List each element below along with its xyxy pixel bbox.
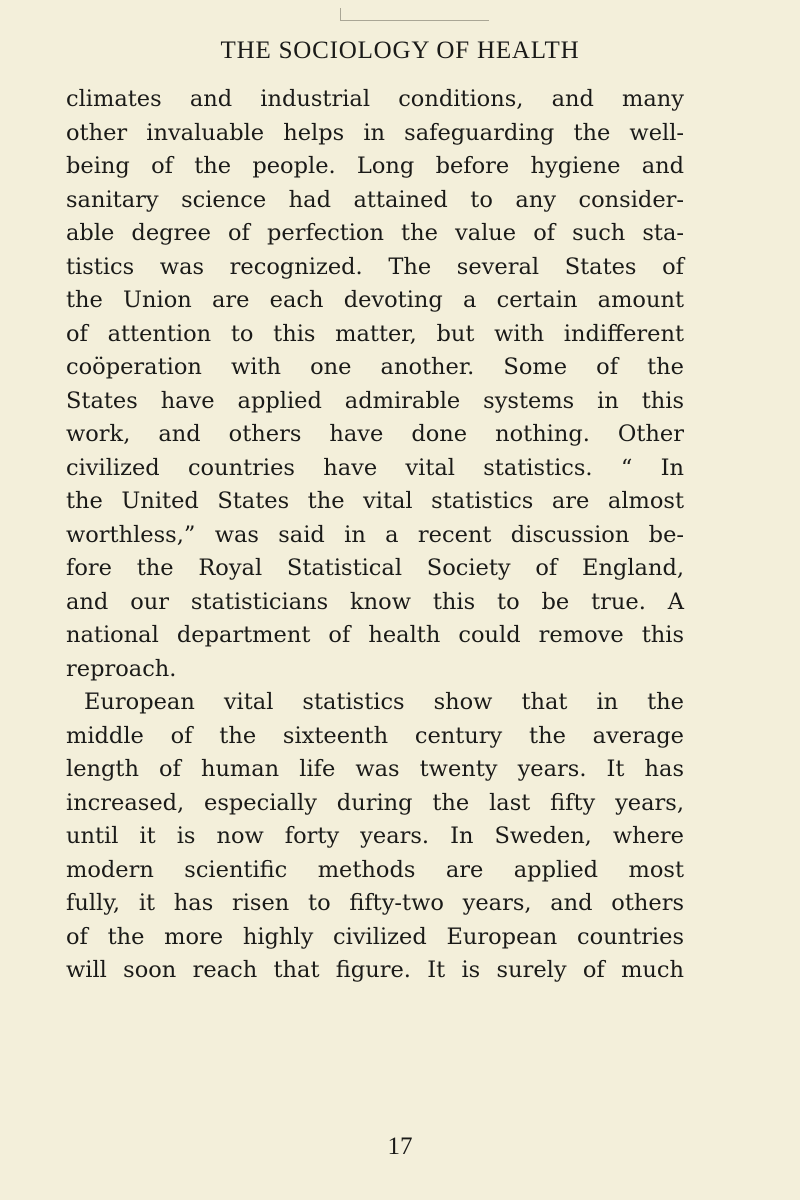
text-line: national department of health could remove this <box>66 622 684 648</box>
text-line: middle of the sixteenth century the average <box>66 722 684 749</box>
text-line: civilized countries have vital statistics. “ In <box>66 454 684 481</box>
text-line: length of human life was twenty years. It has <box>66 756 684 782</box>
text-line: until it is now forty years. In Sweden, where <box>66 823 684 849</box>
paragraph-1 <box>66 83 684 686</box>
text-line: fully, it has risen to fifty-two years, and others <box>66 890 684 916</box>
page-number: 17 <box>387 1133 413 1160</box>
running-head: THE SOCIOLOGY OF HEALTH <box>220 37 580 64</box>
text-line: other invaluable helps in safeguarding the well- <box>66 119 684 146</box>
body-text <box>66 83 684 988</box>
text-line: able degree of perfection the value of such sta- <box>66 220 684 246</box>
text-line: fore the Royal Statistical Society of England, <box>66 555 684 581</box>
text-line: European vital statistics show that in the <box>84 689 684 715</box>
text-line: will soon reach that figure. It is surely of much <box>66 957 684 983</box>
text-line: modern scientific methods are applied most <box>66 856 684 883</box>
text-line: coöperation with one another. Some of the <box>66 354 684 380</box>
text-line: reproach. <box>66 655 177 682</box>
text-line: tistics was recognized. The several States of <box>66 253 684 280</box>
text-line: increased, especially during the last fifty years, <box>66 789 684 816</box>
text-line: work, and others have done nothing. Other <box>66 421 684 447</box>
text-line: States have applied admirable systems in this <box>66 387 684 414</box>
text-line: of the more highly civilized European countries <box>66 923 684 950</box>
text-line: of attention to this matter, but with indifferent <box>66 320 684 347</box>
text-line: the Union are each devoting a certain amount <box>66 287 684 313</box>
text-line: sanitary science had attained to any consider- <box>66 186 684 213</box>
text-line: worthless,” was said in a recent discussion be- <box>66 521 684 548</box>
text-line: being of the people. Long before hygiene and <box>66 153 684 179</box>
paragraph-2 <box>66 686 684 988</box>
text-line: and our statisticians know this to be true. A <box>66 588 684 615</box>
text-line: climates and industrial conditions, and many <box>66 86 684 112</box>
page-edge-mark <box>340 8 489 21</box>
text-line: the United States the vital statistics are almost <box>66 488 684 514</box>
